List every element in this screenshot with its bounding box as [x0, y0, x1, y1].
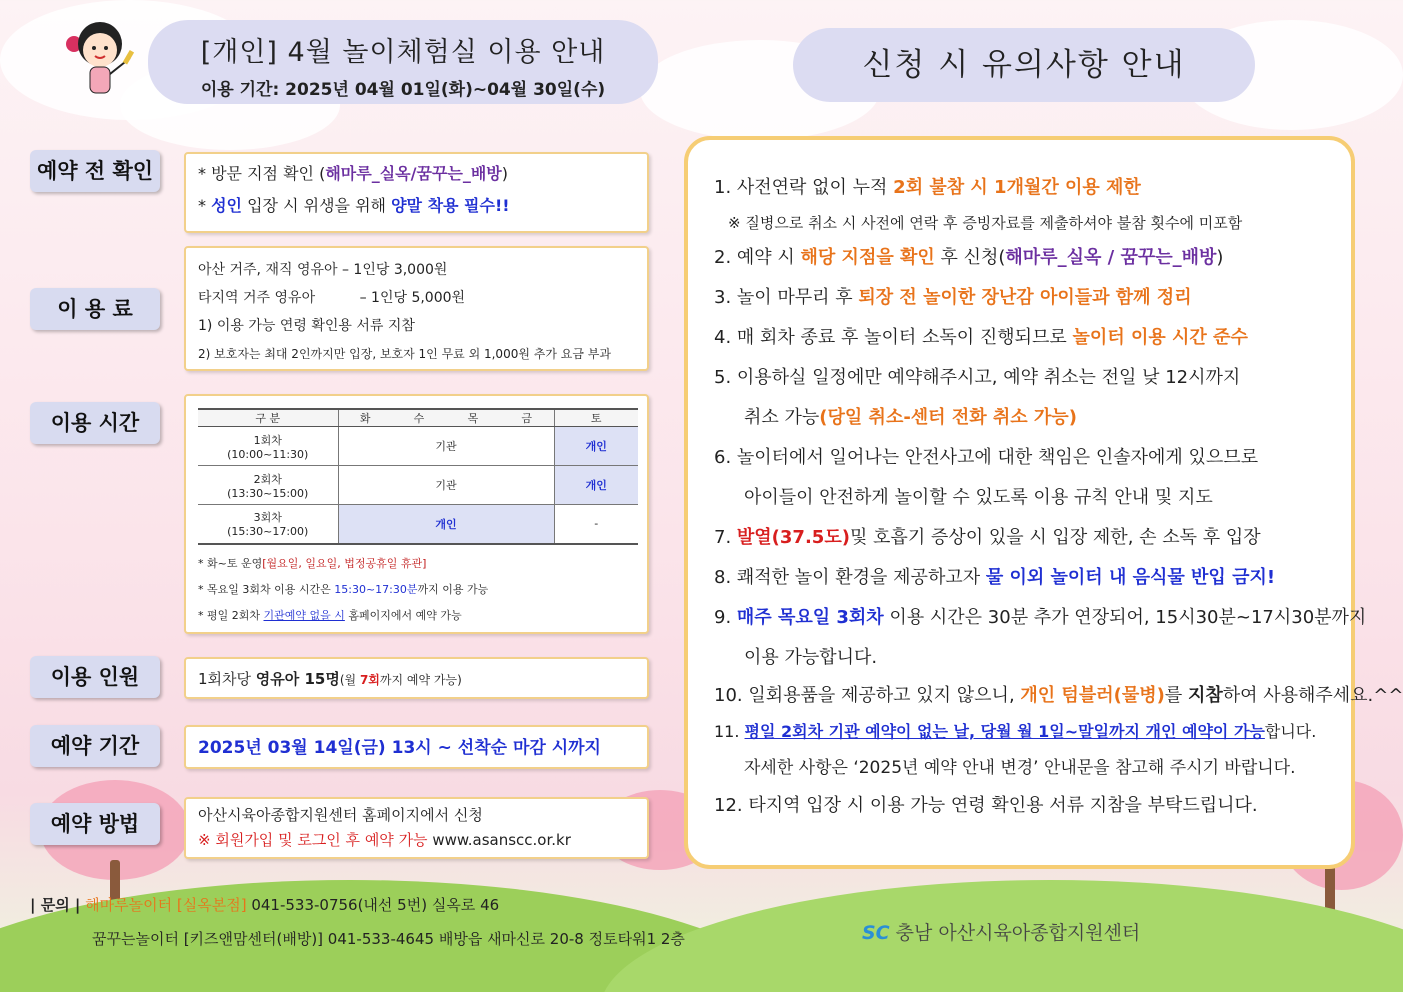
time-label: 이용 시간: [30, 402, 160, 444]
text: 9.: [714, 607, 737, 628]
text: 후 신청(: [934, 247, 1006, 268]
fee-line: 아산 거주, 재직 영유아 – 1인당 3,000원: [198, 262, 448, 278]
fee-line: 타지역 거주 영유아 – 1인당 5,000원: [198, 290, 466, 306]
highlight: 발열(37.5도): [736, 527, 850, 548]
monthly-limit: 7회: [359, 673, 380, 687]
socks-highlight: 양말 착용 필수!!: [391, 196, 510, 215]
confirm-label: 예약 전 확인: [30, 150, 160, 192]
program-title-banner: [148, 20, 658, 104]
text: ): [501, 164, 508, 183]
fee-line: 1) 이용 가능 연령 확인용 서류 지참: [198, 318, 415, 334]
session-name: 2회차: [253, 472, 282, 486]
period-label: 예약 기간: [30, 725, 160, 767]
text: 11.: [714, 722, 745, 741]
text: 입장 시 위생을 위해: [242, 196, 392, 215]
branch-names: 해마루_실옥/꿈꾸는_배방: [325, 164, 502, 183]
text: 1회차당: [198, 670, 256, 688]
note-line: [198, 603, 635, 629]
text: * 목요일 3회차 이용 시간은: [198, 582, 335, 596]
notice-item: [714, 598, 1367, 638]
text: 4. 매 회차 종료 후 놀이터 소독이 진행되므로: [714, 327, 1073, 348]
text: 까지 이용 가능: [417, 582, 489, 596]
highlight: 퇴장 전 놀이한 장난감 아이들과 함께 정리: [858, 287, 1192, 308]
people-label: 이용 인원: [30, 656, 160, 698]
text: 7.: [714, 527, 737, 548]
text: 2. 예약 시: [714, 247, 801, 268]
notice-item: [714, 678, 1403, 714]
notice-subitem: ※ 질병으로 취소 시 사전에 연락 후 증빙자료를 제출하셔야 불참 횟수에 미포함: [728, 214, 1243, 232]
col-header: 목: [446, 409, 500, 427]
method-box: [184, 797, 649, 859]
notice-item: 5. 이용하실 일정에만 예약해주시고, 예약 취소는 전일 낮 12시까지: [714, 367, 1241, 388]
session-name: 1회차: [253, 433, 282, 447]
note-line: [198, 551, 635, 577]
highlight: 물 이외 놀이터 내 음식물 반입 금지!: [985, 567, 1276, 588]
program-title: [개인] 4월 놀이체험실 이용 안내: [200, 37, 606, 68]
text: 1. 사전연락 없이 누적: [714, 177, 894, 198]
notice-item: [714, 558, 1329, 598]
session-cell: [198, 427, 338, 466]
notice-item: 12. 타지역 입장 시 이용 가능 연령 확인용 서류 지참을 부탁드립니다.: [714, 795, 1258, 816]
method-line: 아산시육아종합지원센터 홈페이지에서 신청: [198, 806, 483, 824]
website-url: www.asanscc.or.kr: [427, 831, 571, 849]
text: 하여 사용해주세요.^^: [1222, 685, 1403, 706]
notice-panel: [684, 136, 1403, 869]
schedule-table: [198, 408, 638, 545]
login-notice: ※ 회원가입 및 로그인 후 예약 가능: [198, 831, 428, 849]
girl-illustration: [60, 14, 150, 104]
fee-label: 이 용 료: [30, 288, 160, 330]
weekday-cell: 기관: [338, 427, 554, 466]
method-line: [198, 828, 635, 853]
table-row: [198, 466, 638, 505]
notice-title-banner: [793, 28, 1255, 102]
branch-names: 해마루_실옥 / 꿈꾸는_배방: [1005, 247, 1217, 268]
notice-item: 6. 놀이터에서 일어나는 안전사고에 대한 책임은 인솔자에게 있으므로: [714, 447, 1259, 468]
contact-info: 041-533-0756(내선 5번) 실옥로 46: [246, 896, 500, 914]
bring-bold: 지참: [1187, 685, 1223, 706]
highlight: 평일 2회차 기관 예약이 없는 날, 당월 월 1일~말일까지 개인 예약이 가능: [744, 722, 1265, 741]
fee-line: 2) 보호자는 최대 2인까지만 입장, 보호자 1인 무료 외 1,000원 추가 요금 부과: [198, 347, 611, 361]
weekday-cell: 개인: [338, 505, 554, 544]
confirm-box: [184, 152, 649, 233]
session-cell: [198, 505, 338, 544]
highlight: 2회 불참 시 1개월간 이용 제한: [893, 177, 1141, 198]
text: * 화~토 운영: [198, 556, 263, 570]
method-label: 예약 방법: [30, 803, 160, 845]
contact-line-1: [30, 894, 499, 915]
reservation-period: 2025년 03월 14일(금) 13시 ~ 선착순 마감 시까지: [198, 738, 601, 758]
highlight: 놀이터 이용 시간 준수: [1072, 327, 1248, 348]
thursday-time: 15:30~17:30분: [334, 582, 418, 596]
table-row: [198, 505, 638, 544]
people-box: [184, 657, 649, 699]
col-header: 수: [392, 409, 446, 427]
col-header: 금: [500, 409, 554, 427]
contact-line-2: 꿈꾸는놀이터 [키즈앤맘센터(배방)] 041-533-4645 배방읍 새마신로 20-8 정토타워1 2층: [92, 930, 685, 948]
session-time: (10:00~11:30): [227, 447, 309, 461]
text: ): [1216, 247, 1224, 268]
text: 홈페이지에서 예약 가능: [344, 608, 462, 622]
no-reservation-condition: 기관예약 없을 시: [263, 608, 345, 622]
notice-item: [714, 168, 1329, 208]
highlight: 개인 텀블러(물병): [1020, 685, 1165, 706]
branch-name: 해마루놀이터 [실옥본점]: [85, 896, 247, 914]
notice-item-cont: 자세한 사항은 ‘2025년 예약 안내 변경’ 안내문을 참고해 주시기 바랍니다.: [744, 758, 1296, 778]
notice-item-cont: [714, 398, 1329, 438]
adult-highlight: 성인: [211, 196, 243, 215]
text: 3. 놀이 마무리 후: [714, 287, 859, 308]
note-line: [198, 577, 635, 603]
text: * 평일 2회차: [198, 608, 264, 622]
saturday-cell: -: [554, 505, 638, 544]
notice-item: [714, 318, 1329, 358]
center-logo: [862, 918, 1140, 945]
usage-period: 이용 기간: 2025년 04월 01일(화)~04월 30일(수): [200, 80, 606, 100]
text: 를: [1164, 685, 1188, 706]
contact-label: | 문의 |: [30, 896, 81, 914]
saturday-cell: 개인: [554, 466, 638, 505]
period-box: [184, 725, 649, 769]
text: (월: [339, 673, 360, 687]
confirm-line-2: [198, 190, 635, 222]
notice-item: [714, 518, 1329, 558]
text: 취소 가능: [744, 407, 820, 428]
notice-item: [714, 278, 1329, 318]
col-header: 토: [554, 409, 638, 427]
notice-item: [714, 714, 1329, 750]
fee-box: [184, 246, 649, 371]
text: 8. 쾌적한 놀이 환경을 제공하고자: [714, 567, 986, 588]
table-row: [198, 427, 638, 466]
col-header: 구 분: [198, 409, 338, 427]
table-header: [198, 409, 638, 427]
saturday-cell: 개인: [554, 427, 638, 466]
text: 및 호흡기 증상이 있을 시 입장 제한, 손 소독 후 입장: [849, 527, 1261, 548]
weekday-cell: 기관: [338, 466, 554, 505]
logo-mark: SC: [862, 922, 890, 944]
text: *: [198, 196, 212, 215]
schedule-notes: [198, 551, 635, 629]
closed-days: [월요일, 일요일, 법정공휴일 휴관]: [262, 556, 427, 570]
logo-text: 충남 아산시육아종합지원센터: [895, 922, 1141, 944]
notice-item-cont: 아이들이 안전하게 놀이할 수 있도록 이용 규칙 안내 및 지도: [744, 487, 1213, 508]
highlight: 해당 지점을 확인: [800, 247, 935, 268]
col-header: 화: [338, 409, 392, 427]
text: 10. 일회용품을 제공하고 있지 않으니,: [714, 685, 1021, 706]
session-time: (15:30~17:00): [227, 525, 309, 539]
highlight: 매주 목요일 3회차: [736, 607, 884, 628]
confirm-line-1: [198, 158, 635, 190]
notice-title: 신청 시 유의사항 안내: [862, 47, 1186, 83]
text: 이용 시간은 30분 추가 연장되어, 15시30분~17시30분까지: [883, 607, 1367, 628]
session-cell: [198, 466, 338, 505]
session-name: 3회차: [253, 511, 282, 525]
notice-item-cont: 이용 가능합니다.: [744, 647, 878, 668]
text: 까지 예약 가능): [379, 673, 462, 687]
capacity: 영유아 15명: [255, 670, 340, 688]
notice-item: [714, 238, 1329, 278]
text: * 방문 지점 확인 (: [198, 164, 326, 183]
session-time: (13:30~15:00): [227, 486, 309, 500]
highlight: (당일 취소-센터 전화 취소 가능): [819, 407, 1077, 428]
time-box: [184, 394, 649, 634]
text: 합니다.: [1264, 722, 1317, 741]
